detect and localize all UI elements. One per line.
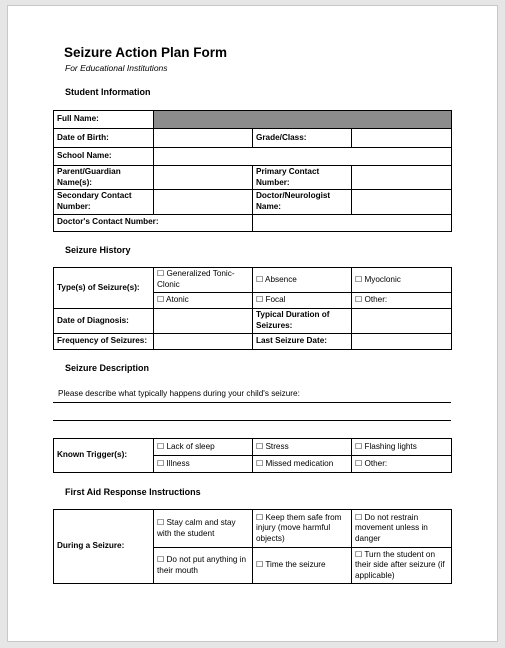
- doctor-label: Doctor/Neurologist Name:: [253, 190, 352, 214]
- duration-label: Typical Duration of Seizures:: [253, 309, 352, 334]
- primary-contact-field[interactable]: [352, 166, 452, 190]
- frequency-label: Frequency of Seizures:: [54, 334, 154, 350]
- option-label: Keep them safe from injury (move harmful objects): [256, 512, 342, 543]
- doctor-field[interactable]: [352, 190, 452, 214]
- section-heading-student-info: Student Information: [65, 87, 151, 97]
- section-heading-first-aid: First Aid Response Instructions: [65, 487, 201, 497]
- last-seizure-label: Last Seizure Date:: [253, 334, 352, 350]
- checkbox-stress[interactable]: [253, 439, 352, 456]
- checkbox-illness[interactable]: [154, 456, 253, 473]
- checkbox-icon: ☐: [256, 458, 264, 468]
- option-label: Turn the student on their side after seizure (if applicable): [355, 549, 445, 580]
- checkbox-lack-of-sleep[interactable]: [154, 439, 253, 456]
- dob-field[interactable]: [154, 129, 253, 148]
- checkbox-icon: ☐: [256, 295, 264, 305]
- option-label: Time the seizure: [265, 560, 326, 570]
- option-label: Lack of sleep: [166, 441, 215, 451]
- option-label: Do not put anything in their mouth: [157, 554, 247, 575]
- doctor-contact-label: Doctor's Contact Number:: [54, 214, 253, 231]
- option-label: Other:: [364, 458, 388, 468]
- option-label: Myoclonic: [364, 274, 401, 284]
- triggers-table: [53, 438, 452, 473]
- option-label: Focal: [265, 295, 286, 305]
- section-heading-history: Seizure History: [65, 245, 131, 255]
- checkbox-do-not-restrain[interactable]: [352, 510, 452, 548]
- description-line-2[interactable]: [53, 420, 451, 421]
- checkbox-icon: ☐: [157, 441, 165, 451]
- form-subtitle: For Educational Institutions: [65, 63, 168, 73]
- option-label: Atonic: [166, 295, 189, 305]
- seizure-types-label: Type(s) of Seizure(s):: [54, 268, 154, 309]
- first-aid-label: During a Seizure:: [54, 510, 154, 584]
- checkbox-stay-calm[interactable]: [154, 510, 253, 548]
- checkbox-icon: ☐: [157, 554, 165, 564]
- checkbox-absence[interactable]: [253, 268, 352, 293]
- secondary-contact-field[interactable]: [154, 190, 253, 214]
- checkbox-time-seizure[interactable]: [253, 548, 352, 584]
- first-aid-table: [53, 509, 452, 584]
- frequency-field[interactable]: [154, 334, 253, 350]
- checkbox-nothing-in-mouth[interactable]: [154, 548, 253, 584]
- full-name-label: Full Name:: [54, 111, 154, 129]
- triggers-label: Known Trigger(s):: [54, 439, 154, 473]
- checkbox-icon: ☐: [157, 269, 165, 279]
- option-label: Do not restrain movement unless in danger: [355, 512, 428, 543]
- option-label: Other:: [364, 295, 388, 305]
- checkbox-icon: ☐: [157, 458, 165, 468]
- description-line-1[interactable]: [53, 402, 451, 403]
- document-page: [7, 5, 498, 642]
- option-label: Stay calm and stay with the student: [157, 517, 236, 538]
- checkbox-icon: ☐: [256, 512, 264, 522]
- checkbox-other-type[interactable]: [352, 293, 452, 309]
- primary-contact-label: Primary Contact Number:: [253, 166, 352, 190]
- grade-field[interactable]: [352, 129, 452, 148]
- checkbox-icon: ☐: [355, 295, 363, 305]
- checkbox-icon: ☐: [355, 458, 363, 468]
- option-label: Stress: [265, 441, 289, 451]
- checkbox-flashing-lights[interactable]: [352, 439, 452, 456]
- option-label: Flashing lights: [364, 441, 417, 451]
- checkbox-icon: ☐: [256, 274, 264, 284]
- doctor-contact-field[interactable]: [253, 214, 452, 231]
- form-title: Seizure Action Plan Form: [64, 45, 228, 60]
- guardian-field[interactable]: [154, 166, 253, 190]
- description-prompt: Please describe what typically happens during your child's seizure:: [58, 389, 300, 398]
- checkbox-icon: ☐: [256, 441, 264, 451]
- full-name-field[interactable]: [154, 111, 452, 129]
- grade-label: Grade/Class:: [253, 129, 352, 148]
- checkbox-icon: ☐: [355, 274, 363, 284]
- school-label: School Name:: [54, 148, 154, 166]
- dob-label: Date of Birth:: [54, 129, 154, 148]
- checkbox-myoclonic[interactable]: [352, 268, 452, 293]
- option-label: Absence: [265, 274, 297, 284]
- option-label: Generalized Tonic-Clonic: [157, 269, 235, 289]
- seizure-history-table: [53, 267, 452, 350]
- last-seizure-field[interactable]: [352, 334, 452, 350]
- checkbox-icon: ☐: [355, 512, 363, 522]
- checkbox-icon: ☐: [157, 517, 165, 527]
- checkbox-keep-safe[interactable]: [253, 510, 352, 548]
- checkbox-turn-on-side[interactable]: [352, 548, 452, 584]
- option-label: Illness: [166, 458, 190, 468]
- diagnosis-field[interactable]: [154, 309, 253, 334]
- checkbox-focal[interactable]: [253, 293, 352, 309]
- school-field[interactable]: [154, 148, 452, 166]
- checkbox-icon: ☐: [355, 549, 363, 559]
- checkbox-generalized-tonic-clonic[interactable]: [154, 268, 253, 293]
- checkbox-atonic[interactable]: [154, 293, 253, 309]
- checkbox-icon: ☐: [256, 560, 264, 570]
- secondary-contact-label: Secondary Contact Number:: [54, 190, 154, 214]
- checkbox-other-trigger[interactable]: [352, 456, 452, 473]
- duration-field[interactable]: [352, 309, 452, 334]
- section-heading-description: Seizure Description: [65, 363, 150, 373]
- checkbox-icon: ☐: [157, 295, 165, 305]
- checkbox-missed-medication[interactable]: [253, 456, 352, 473]
- guardian-label: Parent/Guardian Name(s):: [54, 166, 154, 190]
- option-label: Missed medication: [265, 458, 334, 468]
- diagnosis-label: Date of Diagnosis:: [54, 309, 154, 334]
- student-info-table: [53, 110, 452, 232]
- checkbox-icon: ☐: [355, 441, 363, 451]
